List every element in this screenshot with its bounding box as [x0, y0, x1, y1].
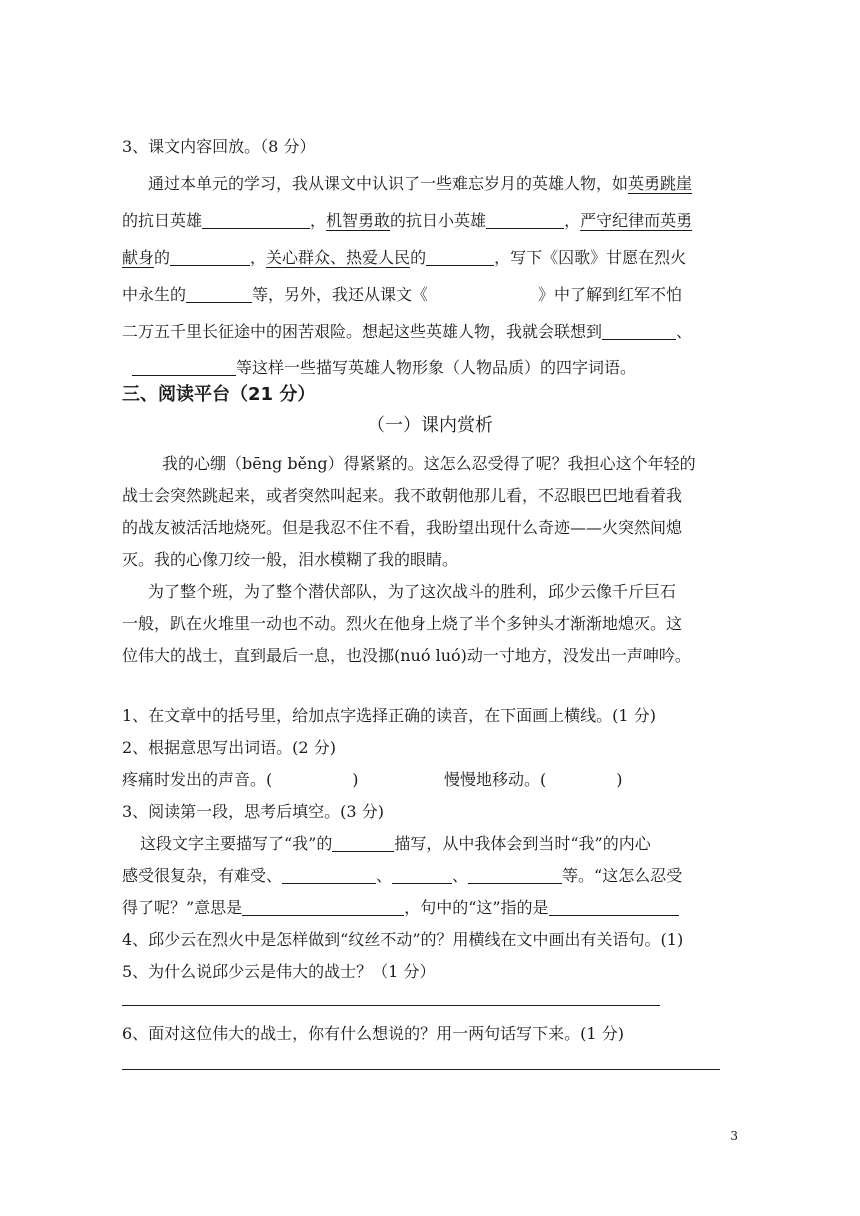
text: 等，另外，我还从课文《: [252, 285, 429, 304]
text: 的抗日小英雄: [390, 211, 487, 230]
question-2-part-b: [444, 770, 623, 790]
fill-line-5: [122, 322, 692, 342]
text: 通过本单元的学习，我从课文中认识了一些难忘岁月的英雄人物，如: [148, 174, 629, 193]
text: 、: [376, 866, 393, 885]
text: ，: [310, 211, 327, 230]
text: 感受很复杂，有难受、: [122, 866, 283, 885]
answer-blank[interactable]: [426, 249, 494, 266]
text: ，: [564, 211, 581, 230]
text: ): [616, 770, 623, 789]
text: ): [352, 770, 359, 789]
text: 得了呢？”意思是: [122, 898, 243, 917]
text: 的抗日英雄: [122, 211, 203, 230]
text: ，写下《囚歌》甘愿在烈火: [494, 248, 687, 267]
answer-blank[interactable]: [332, 835, 394, 852]
text: 等。“这怎么忍受: [562, 866, 683, 885]
passage-line: 的战友被活活地烧死。但是我忍不住不看，我盼望出现什么奇迹——火突然间熄: [122, 518, 683, 537]
answer-blank[interactable]: [392, 867, 452, 884]
text: 描写，从中我体会到当时“我”的内心: [394, 834, 651, 853]
question-3: 3、阅读第一段，思考后填空。(3 分): [122, 802, 384, 821]
text: 这段文字主要描写了“我”的: [140, 834, 333, 853]
subsection-title: （一）课内赏析: [367, 415, 493, 436]
fill-line-2: [122, 211, 692, 231]
passage-line: 一般，趴在火堆里一动也不动。烈火在他身上烧了半个多钟头才渐渐地熄灭。这: [122, 614, 683, 633]
underlined-phrase: 关心群众、热爱人民: [266, 248, 411, 267]
question-1: 1、在文章中的括号里，给加点字选择正确的读音，在下面画上横线。(1 分): [122, 706, 656, 725]
underlined-phrase: 机智勇敢: [326, 211, 391, 230]
text: 慢慢地移动。(: [444, 770, 547, 789]
fill-line-4: [122, 285, 682, 305]
fill-line-3: [122, 248, 686, 268]
text: ，句中的“这”指的是: [404, 898, 549, 917]
answer-blank[interactable]: [202, 212, 310, 229]
underlined-phrase: 严守纪律而英勇: [580, 211, 693, 230]
underlined-phrase: 英勇跳崖: [628, 174, 693, 193]
question-2-part-a: [122, 770, 359, 790]
answer-blank[interactable]: [486, 212, 564, 229]
text: 的: [154, 248, 171, 267]
underlined-phrase: 献身: [122, 248, 155, 267]
fill-line-1: [148, 174, 692, 194]
passage-line: 我的心绷（bēng běng）得紧紧的。这怎么忍受得了呢？我担心这个年轻的: [162, 454, 696, 473]
text: 的: [410, 248, 427, 267]
answer-blank[interactable]: [242, 899, 404, 916]
answer-blank[interactable]: [602, 323, 676, 340]
question-3-line-3: [122, 898, 679, 918]
answer-blank[interactable]: [549, 899, 679, 916]
text: 》中了解到红军不怕: [538, 285, 683, 304]
passage-line: 位伟大的战士，直到最后一息，也没挪(nuó luó)动一寸地方，没发出一声呻吟。: [122, 646, 691, 665]
text: 二万五千里长征途中的困苦艰险。想起这些英雄人物，我就会联想到: [122, 322, 603, 341]
fill-line-6: [132, 358, 636, 378]
text: 中永生的: [122, 285, 187, 304]
question-3-title: 3、课文内容回放。（8 分）: [122, 137, 316, 156]
answer-blank[interactable]: [282, 867, 376, 884]
text: 、: [676, 322, 693, 341]
section-3-title: 三、阅读平台（21 分）: [122, 384, 316, 405]
question-2: 2、根据意思写出词语。(2 分): [122, 738, 336, 757]
text: 等这样一些描写英雄人物形象（人物品质）的四字词语。: [236, 358, 637, 377]
question-6-answer-line[interactable]: [122, 1069, 720, 1070]
answer-blank[interactable]: [468, 867, 562, 884]
question-5-answer-line[interactable]: [122, 1005, 660, 1006]
question-3-line-2: [122, 866, 682, 886]
answer-blank[interactable]: [186, 286, 252, 303]
passage-line: 战士会突然跳起来，或者突然叫起来。我不敢朝他那儿看，不忍眼巴巴地看着我: [122, 486, 683, 505]
passage-line: 为了整个班，为了整个潜伏部队，为了这次战斗的胜利，邱少云像千斤巨石: [148, 582, 677, 601]
page-number: 3: [730, 1129, 738, 1143]
answer-blank[interactable]: [132, 359, 236, 376]
question-6: 6、面对这位伟大的战士，你有什么想说的？用一两句话写下来。(1 分): [122, 1024, 624, 1043]
question-5: 5、为什么说邱少云是伟大的战士？（1 分）: [122, 962, 436, 981]
text: 疼痛时发出的声音。(: [122, 770, 273, 789]
passage-line: 灭。我的心像刀绞一般，泪水模糊了我的眼睛。: [122, 550, 459, 569]
question-4: 4、邱少云在烈火中是怎样做到“纹丝不动”的？用横线在文中画出有关语句。(1): [122, 930, 684, 949]
question-3-line-1: [140, 834, 651, 854]
answer-blank[interactable]: [170, 249, 250, 266]
text: ，: [250, 248, 267, 267]
text: 、: [452, 866, 469, 885]
